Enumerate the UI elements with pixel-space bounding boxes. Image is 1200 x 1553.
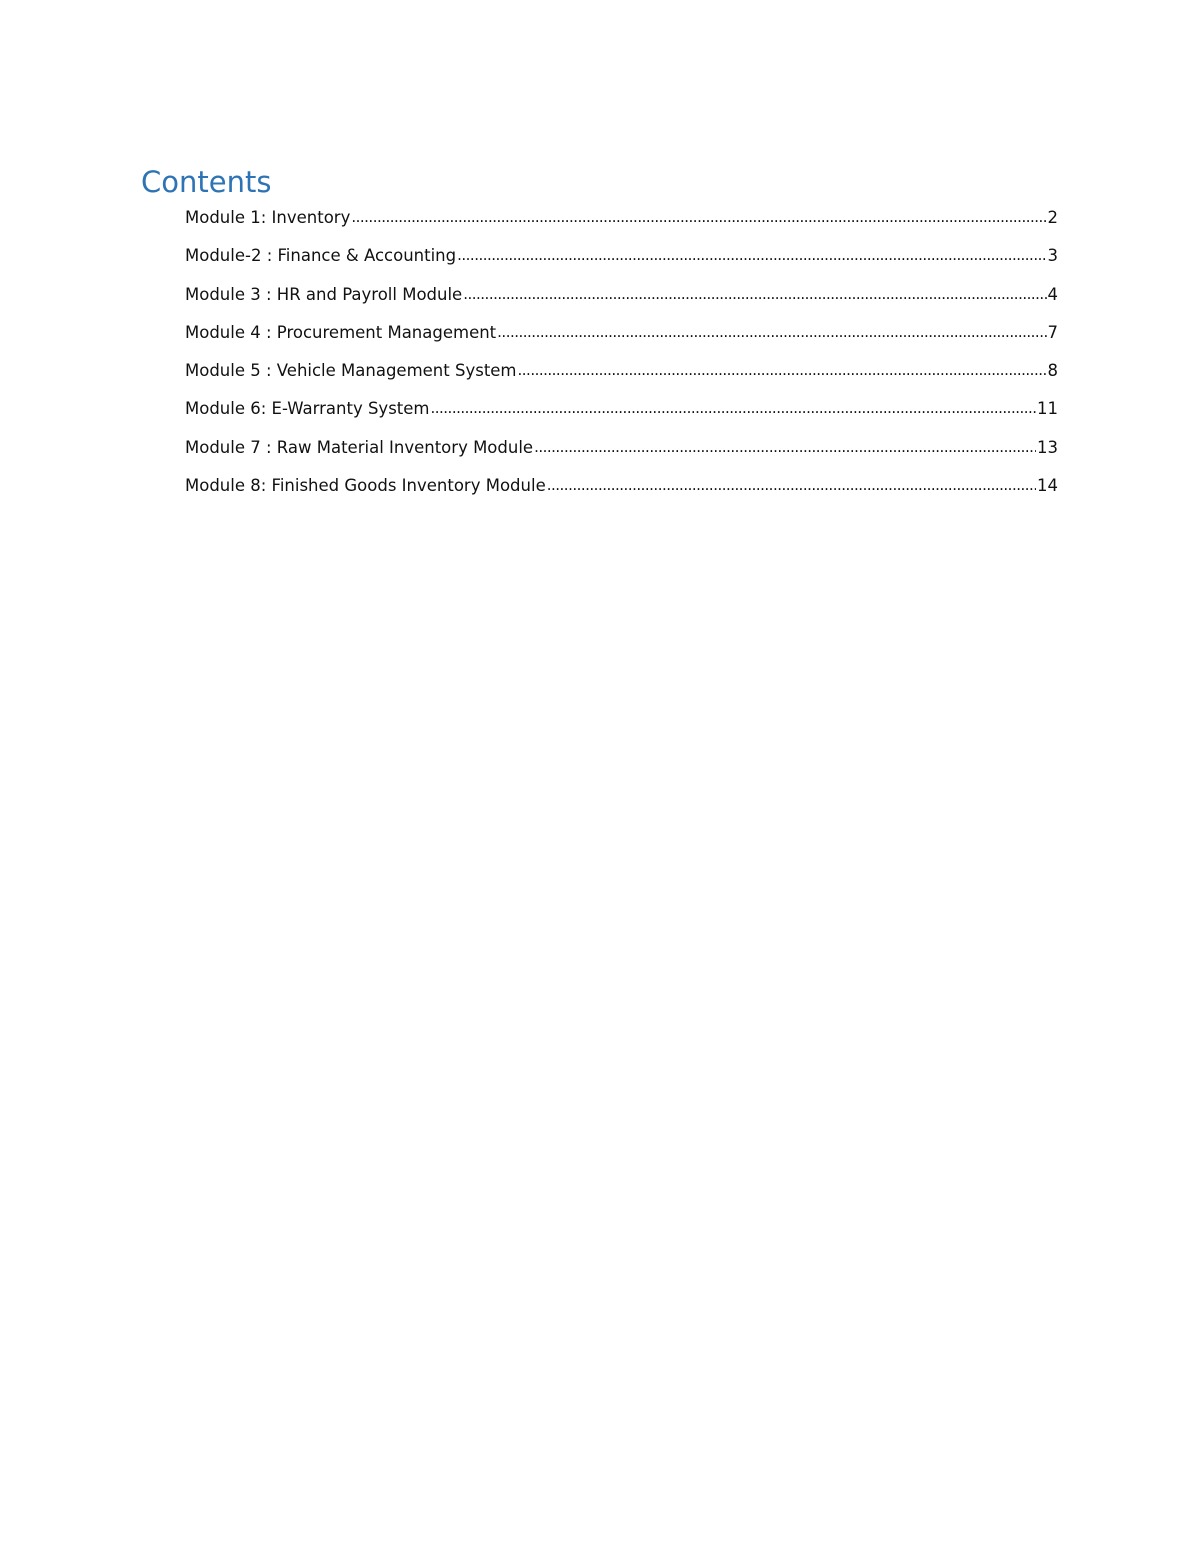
toc-dot-leader [457,241,1046,269]
toc-entry-title: Module 8: Finished Goods Inventory Module [185,476,546,496]
toc-entry-page-number: 7 [1047,322,1058,342]
toc-dot-leader [534,433,1036,461]
toc-dot-leader [463,280,1046,308]
toc-entry-module-8[interactable] [185,472,1058,510]
toc-entry-module-4[interactable] [185,319,1058,357]
toc-heading: Contents [141,165,272,199]
toc-entry-page-number: 2 [1047,208,1058,227]
toc-entry-page-number: 3 [1047,246,1058,266]
toc-entry-page-number: 4 [1047,284,1058,304]
toc-entry-module-7[interactable] [185,434,1058,472]
toc-dot-leader [430,394,1036,422]
toc-entry-title: Module 6: E-Warranty System [185,399,430,419]
toc-entry-module-3[interactable] [185,281,1058,319]
toc-list [185,204,1058,510]
toc-entry-module-6[interactable] [185,395,1058,433]
toc-entry-module-2[interactable] [185,242,1058,280]
toc-entry-module-1[interactable] [185,204,1058,242]
toc-entry-title: Module 5 : Vehicle Management System [185,361,517,381]
toc-entry-page-number: 13 [1037,437,1058,457]
toc-dot-leader [547,471,1036,499]
toc-entry-title: Module 1: Inventory [185,208,351,227]
toc-entry-title: Module 3 : HR and Payroll Module [185,284,463,304]
toc-entry-module-5[interactable] [185,357,1058,395]
toc-entry-title: Module-2 : Finance & Accounting [185,246,457,266]
toc-dot-leader [518,356,1047,384]
toc-entry-page-number: 14 [1037,476,1058,496]
toc-entry-title: Module 7 : Raw Material Inventory Module [185,437,534,457]
toc-entry-page-number: 8 [1047,361,1058,381]
toc-entry-title: Module 4 : Procurement Management [185,322,497,342]
toc-dot-leader [497,318,1046,346]
toc-entry-page-number: 11 [1037,399,1058,419]
toc-dot-leader [351,203,1046,231]
